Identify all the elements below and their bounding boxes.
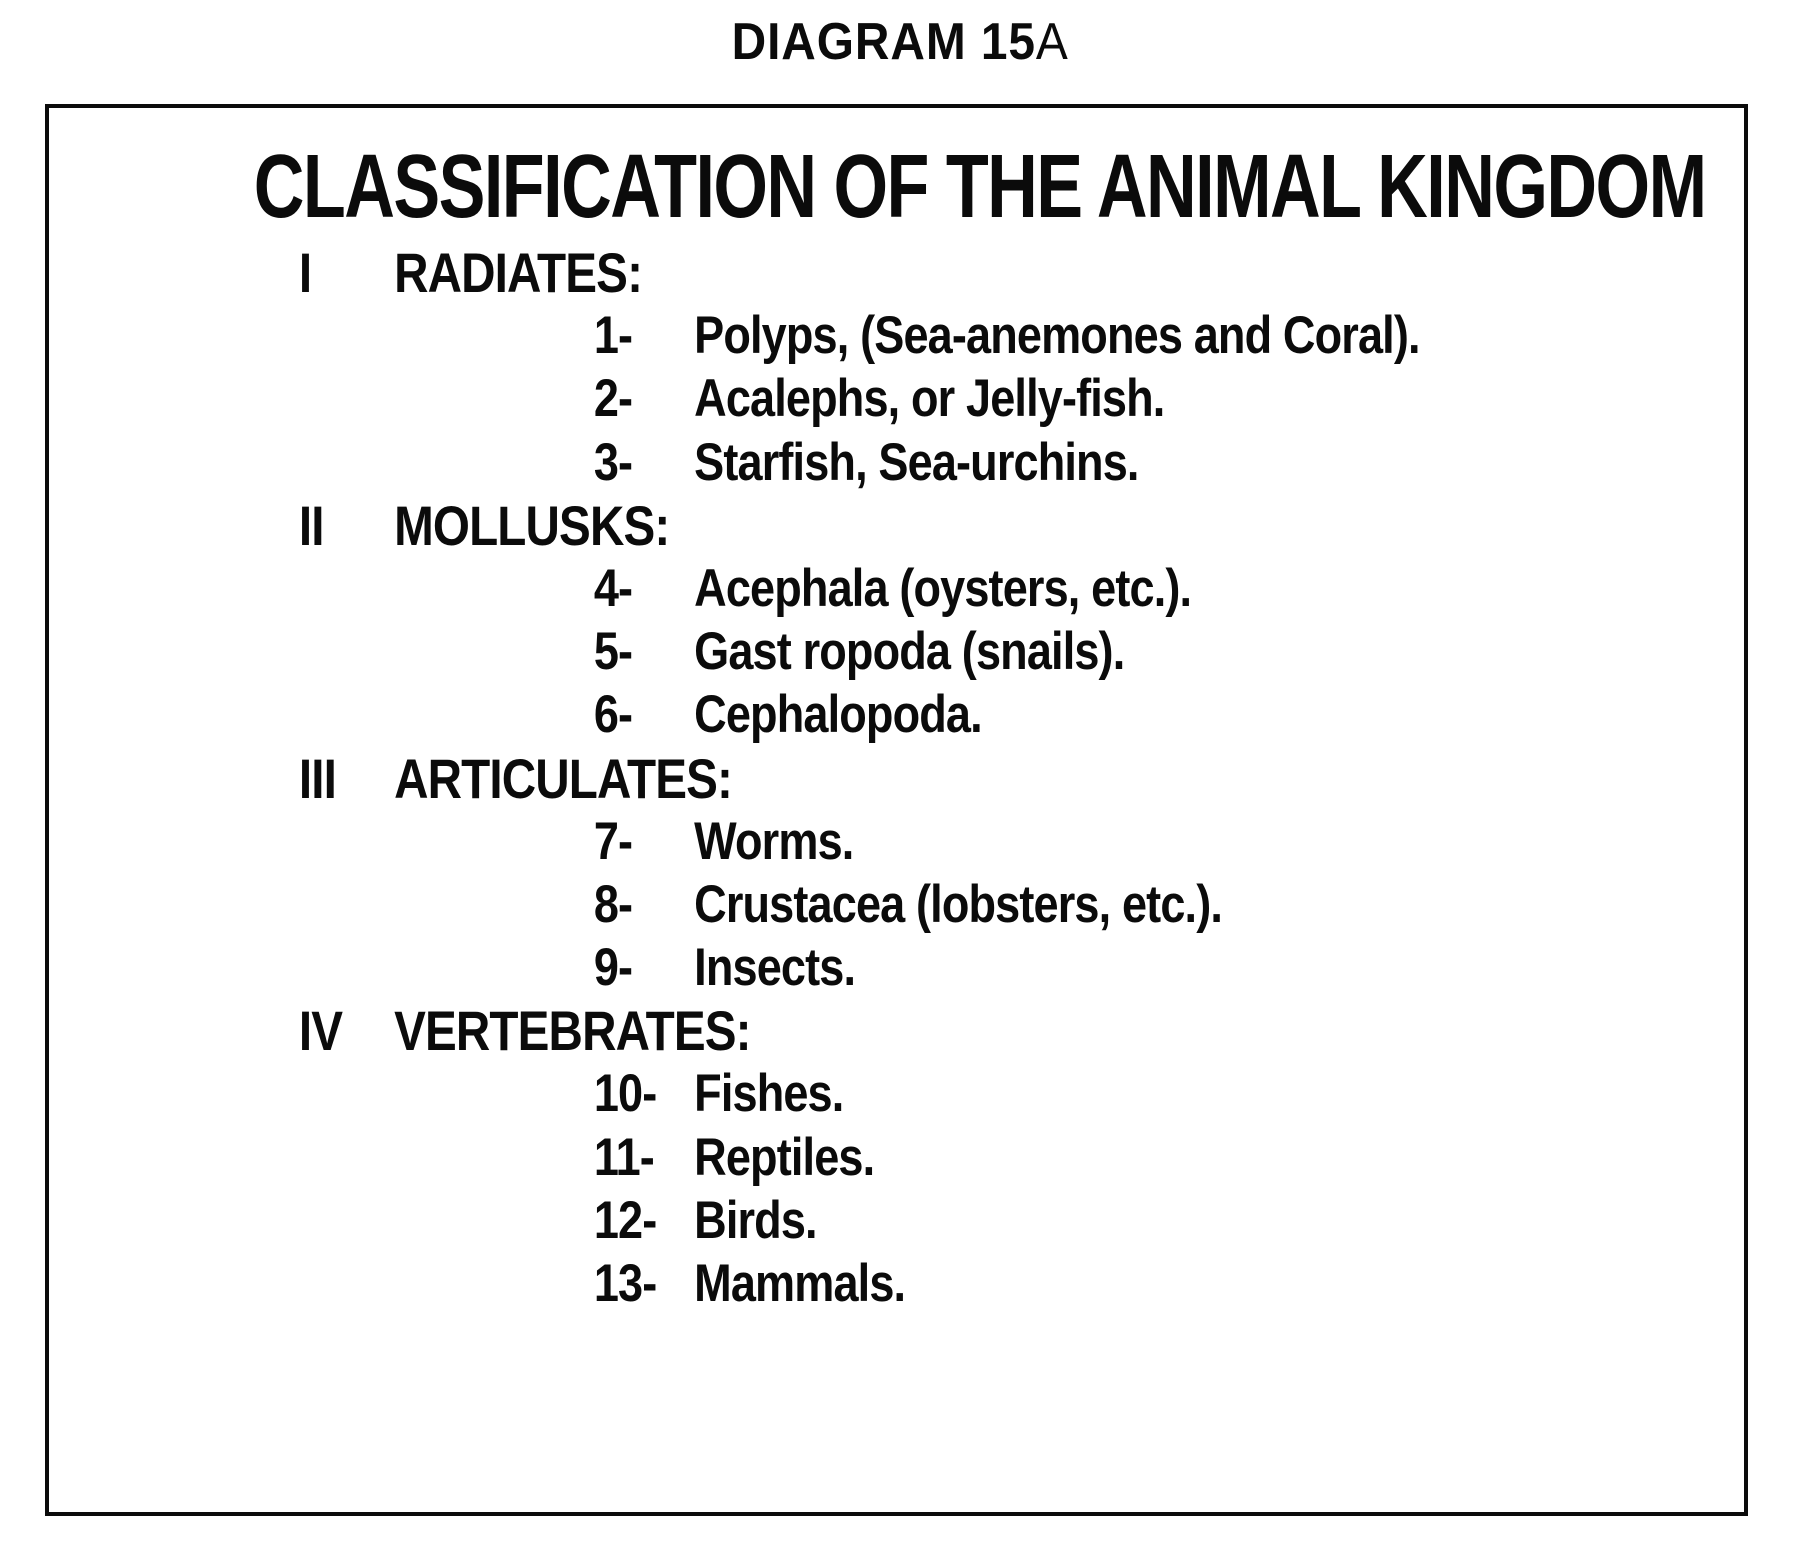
item-row-acalephs — [49, 367, 1490, 430]
group-header-radiates — [49, 241, 1490, 304]
group-label: VERTEBRATES: — [394, 999, 751, 1063]
item-number: 5- — [593, 622, 633, 682]
classification-box — [45, 104, 1748, 1516]
diagram-caption-text — [732, 14, 1068, 71]
group-numeral: III — [298, 746, 337, 810]
item-text: Acalephs, or Jelly-fish. — [694, 369, 1165, 429]
group-header-vertebrates — [49, 999, 1490, 1062]
item-text: Reptiles. — [694, 1127, 875, 1187]
item-row-acephala — [49, 557, 1490, 620]
item-number: 11- — [593, 1127, 654, 1187]
item-text: Mammals. — [694, 1254, 906, 1313]
item-text: Birds. — [694, 1190, 817, 1250]
classification-outline — [49, 241, 1744, 1315]
item-row-mammals — [49, 1252, 1490, 1315]
group-header-articulates — [49, 747, 1490, 810]
classification-title — [49, 137, 1744, 237]
group-label: ARTICULATES: — [394, 746, 733, 810]
item-row-fishes — [49, 1062, 1490, 1125]
diagram-caption-prefix: DIAGRAM 15 — [731, 13, 1037, 71]
item-number: 8- — [593, 874, 633, 934]
diagram-caption — [0, 14, 1800, 71]
item-number: 4- — [593, 558, 633, 618]
item-text: Cephalopoda. — [694, 685, 982, 745]
item-text: Worms. — [694, 811, 854, 871]
item-text: Starfish, Sea-urchins. — [694, 432, 1139, 492]
group-numeral: I — [298, 241, 312, 304]
group-numeral: IV — [298, 999, 343, 1063]
item-row-worms — [49, 810, 1490, 873]
group-label: MOLLUSKS: — [394, 493, 670, 557]
item-number: 2- — [593, 369, 633, 429]
item-text: Insects. — [694, 938, 856, 998]
item-row-insects — [49, 936, 1490, 999]
item-row-birds — [49, 1189, 1490, 1252]
item-number: 12- — [593, 1190, 657, 1250]
item-row-gastropoda — [49, 620, 1490, 683]
item-row-cephalopoda — [49, 683, 1490, 746]
item-row-crustacea — [49, 873, 1490, 936]
item-row-starfish — [49, 431, 1490, 494]
item-text: Polyps, (Sea-anemones and Coral). — [694, 306, 1420, 366]
group-numeral: II — [298, 493, 324, 557]
item-text: Acephala (oysters, etc.). — [694, 558, 1192, 618]
item-row-polyps — [49, 304, 1490, 367]
group-header-mollusks — [49, 494, 1490, 557]
group-label: RADIATES: — [394, 241, 643, 304]
item-number: 6- — [593, 685, 633, 745]
item-row-reptiles — [49, 1126, 1490, 1189]
classification-title-text: CLASSIFICATION OF THE ANIMAL KINGDOM — [253, 137, 1706, 237]
item-number: 1- — [593, 306, 633, 366]
item-text: Fishes. — [694, 1064, 844, 1124]
item-number: 10- — [593, 1064, 657, 1124]
item-number: 13- — [593, 1254, 657, 1313]
item-number: 9- — [593, 938, 633, 998]
item-text: Crustacea (lobsters, etc.). — [694, 874, 1223, 934]
diagram-caption-suffix: A — [1036, 13, 1069, 71]
item-text: Gast ropoda (snails). — [694, 622, 1125, 682]
item-number: 7- — [593, 811, 633, 871]
item-number: 3- — [593, 432, 633, 492]
